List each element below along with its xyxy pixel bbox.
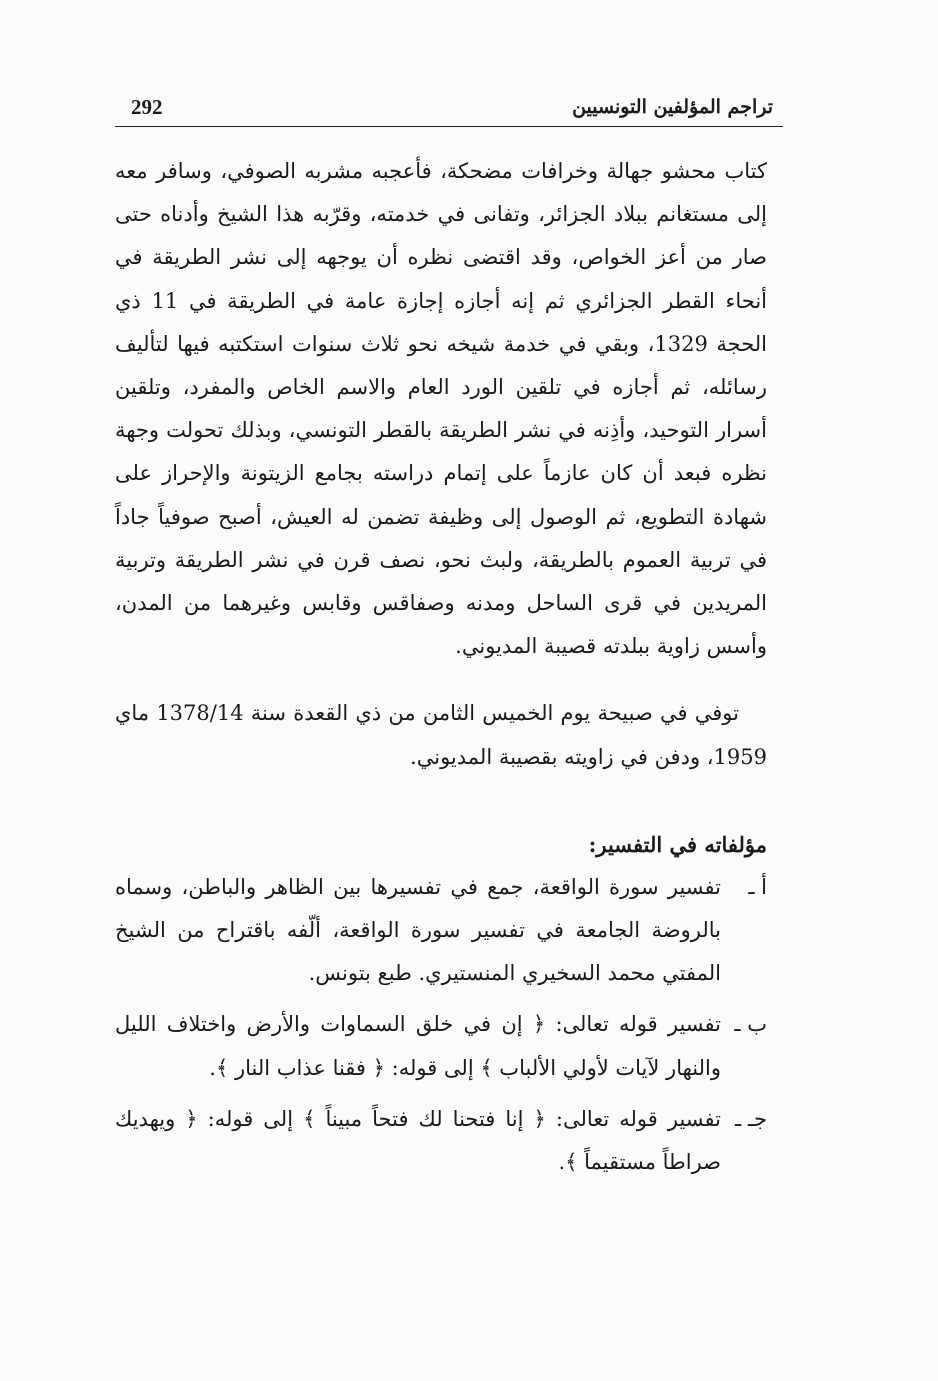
list-item bbox=[115, 1098, 767, 1184]
list-item-marker: ب ـ bbox=[734, 1012, 767, 1037]
section-heading: مؤلفاته في التفسير: bbox=[588, 831, 767, 857]
list-item-text: تفسير قوله تعالى: ﴿ إنا فتحنا لك فتحاً مبيناً ﴾ إلى قوله: ﴿ ويهديك صراطاً مستقيماً ﴾. bbox=[115, 1106, 721, 1175]
list-item bbox=[115, 1003, 767, 1089]
page-body bbox=[115, 150, 767, 1184]
death-paragraph: توفي في صبيحة يوم الخميس الثامن من ذي القعدة سنة 1378/14 ماي 1959، ودفن في زاويته بقصيبة المديوني. bbox=[115, 701, 767, 769]
list-item-marker: أ ـ bbox=[748, 874, 767, 899]
item-spacer bbox=[115, 995, 767, 1003]
running-title: تراجم المؤلفين التونسيين bbox=[572, 96, 773, 118]
item-spacer bbox=[115, 1090, 767, 1098]
list-item-text: تفسير سورة الواقعة، جمع في تفسيرها بين الظاهر والباطن، وسماه بالروضة الجامعة في تفسير سورة الواقعة، ألّفه باقتراح من الشيخ المفتي محمد السخيري المنستيري. طبع بتونس. bbox=[115, 874, 721, 986]
list-item bbox=[115, 866, 767, 996]
paragraph-spacer bbox=[115, 668, 767, 692]
list-item-text: تفسير قوله تعالى: ﴿ إن في خلق السماوات والأرض واختلاف الليل والنهار لآيات لأولي الألباب ﴾ إلى قوله: ﴿ فقنا عذاب النار ﴾. bbox=[115, 1012, 721, 1080]
section-spacer bbox=[115, 779, 767, 823]
page-number: 292 bbox=[131, 95, 163, 119]
list-item-marker: جـ ـ bbox=[735, 1106, 767, 1131]
biography-paragraph: كتاب محشو جهالة وخرافات مضحكة، فأعجبه مشربه الصوفي، وسافر معه إلى مستغانم ببلاد الجزائر، وتفانى في خدمته، وقرّبه هذا الشيخ وأدناه حتى صار من أعز الخواص، وقد اقتضى نظره أن يوجهه إلى نشر الطريقة في أنحاء القطر الجزائري ثم إنه أجازه إجازة عامة في الطريقة في 11 ذي الحجة 1329، وبقي في خدمة شيخه نحو ثلاث سنوات استكتبه فيها لتأليف رسائله، ثم أجازه في تلقين الورد العام والاسم الخاص والمفرد، وتلقين أسرار التوحيد، وأذِنه في نشر الطريقة بالقطر التونسي، وبذلك تحولت وجهة نظره فبعد أن كان عازماً على إتمام دراسته بجامع الزيتونة والإحراز على شهادة التطويع، ثم الوصول إلى وظيفة تضمن له العيش، أصبح صوفياً جاداً في تربية العموم بالطريقة، ولبث نحو، نصف قرن في نشر الطريقة وتربية المريدين في قرى الساحل ومدنه وصفاقس وقابس وغيرهما من المدن، وأسس زاوية ببلدته قصيبة المديوني. bbox=[115, 159, 768, 659]
page-header bbox=[115, 92, 783, 127]
